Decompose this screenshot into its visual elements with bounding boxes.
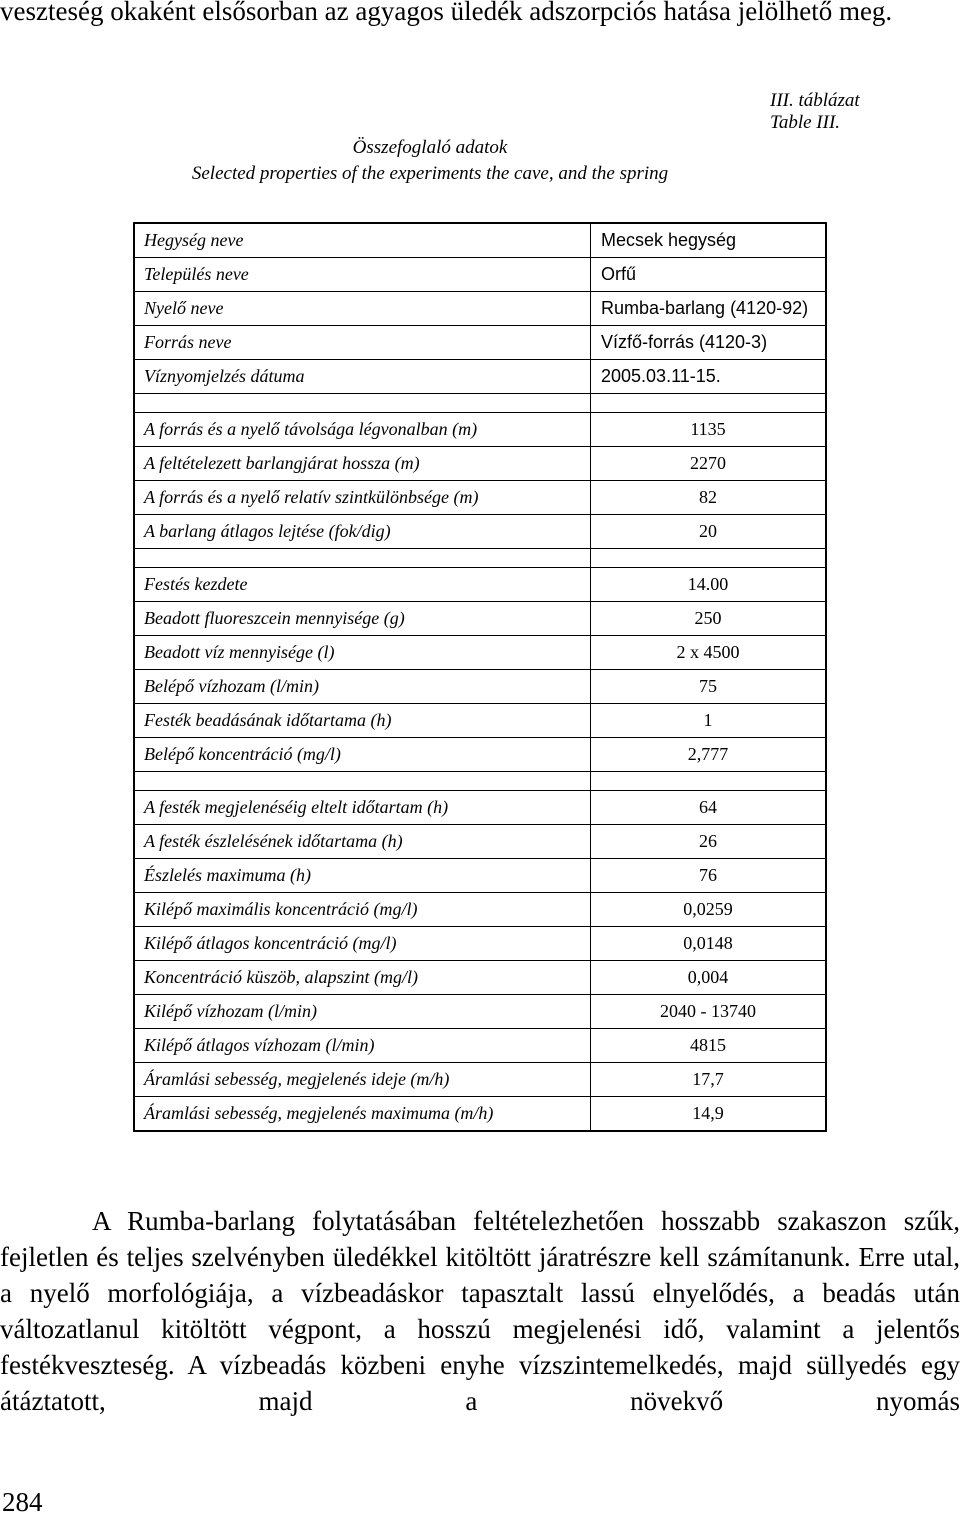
row-value: 26: [591, 825, 827, 859]
row-value: 1: [591, 704, 827, 738]
table-spacer-row: [134, 394, 826, 413]
row-value: 2040 - 13740: [591, 995, 827, 1029]
table-row: [134, 961, 826, 995]
table-row: [134, 413, 826, 447]
row-value: 0,004: [591, 961, 827, 995]
body-text: A Rumba-barlang folytatásában feltételezhetően hosszabb szakaszon szűk, fejletlen és teljes szelvényben üledékkel kitöltött járatrészre kell számítanunk. Erre utal, a nyelő morfológiája, a vízbeadáskor tapasztalt lassú elnyelődés, a beadás után változatlanul kitöltött végpont, a hosszú megjelenési idő, valamint a jelentős festékveszteség. A vízbeadás közbeni enyhe vízszintemelkedés, majd süllyedés egy átáztatott, majd a növekvő nyomás: [0, 1206, 960, 1416]
row-label: A forrás és a nyelő relatív szintkülönbsége (m): [134, 481, 591, 515]
row-label: Áramlási sebesség, megjelenés ideje (m/h): [134, 1063, 591, 1097]
row-label: A forrás és a nyelő távolsága légvonalban (m): [134, 413, 591, 447]
table-spacer-row: [134, 772, 826, 791]
row-value: 0,0148: [591, 927, 827, 961]
page-number: 284: [2, 1487, 43, 1517]
table-row: [134, 927, 826, 961]
table-row: [134, 1097, 826, 1132]
row-label: Víznyomjelzés dátuma: [134, 360, 591, 394]
row-value: 4815: [591, 1029, 827, 1063]
row-label: A feltételezett barlangjárat hossza (m): [134, 447, 591, 481]
row-label: Belépő koncentráció (mg/l): [134, 738, 591, 772]
table-label-hu: III. táblázat: [770, 90, 860, 111]
row-label: Nyelő neve: [134, 292, 591, 326]
row-label: Kilépő átlagos koncentráció (mg/l): [134, 927, 591, 961]
row-label: Festék beadásának időtartama (h): [134, 704, 591, 738]
table-row: [134, 995, 826, 1029]
row-value: 250: [591, 602, 827, 636]
row-value: 64: [591, 791, 827, 825]
table-row: [134, 515, 826, 549]
table-row: [134, 636, 826, 670]
table-label: [770, 90, 930, 134]
row-value: 0,0259: [591, 893, 827, 927]
table-row: [134, 859, 826, 893]
row-value: 75: [591, 670, 827, 704]
properties-table: [133, 222, 827, 1132]
row-label: Beadott víz mennyisége (l): [134, 636, 591, 670]
row-label: Kilépő vízhozam (l/min): [134, 995, 591, 1029]
row-label: Belépő vízhozam (l/min): [134, 670, 591, 704]
table-row: [134, 360, 826, 394]
table-row: [134, 447, 826, 481]
row-label: Kilépő átlagos vízhozam (l/min): [134, 1029, 591, 1063]
row-label: A barlang átlagos lejtése (fok/dig): [134, 515, 591, 549]
caption-hu: Összefoglaló adatok: [352, 137, 508, 158]
row-value: Orfű: [591, 258, 827, 292]
intro-paragraph: veszteség okaként elsősorban az agyagos üledék adszorpciós hatása jelölhető meg.: [0, 0, 893, 26]
caption-en: Selected properties of the experiments the cave, and the spring: [191, 163, 669, 184]
row-value: 76: [591, 859, 827, 893]
table-row: [134, 825, 826, 859]
row-value: Rumba-barlang (4120-92): [591, 292, 827, 326]
body-paragraph: [0, 1203, 960, 1419]
row-value: 17,7: [591, 1063, 827, 1097]
row-value: Mecsek hegység: [591, 223, 827, 258]
row-label: Észlelés maximuma (h): [134, 859, 591, 893]
table-caption: [130, 135, 730, 187]
row-value: 20: [591, 515, 827, 549]
row-value: Vízfő-forrás (4120-3): [591, 326, 827, 360]
row-value: 2 x 4500: [591, 636, 827, 670]
table-row: [134, 292, 826, 326]
table-row: [134, 704, 826, 738]
row-label: Festés kezdete: [134, 568, 591, 602]
row-value: 14,9: [591, 1097, 827, 1132]
row-value: 2005.03.11-15.: [591, 360, 827, 394]
row-value: 14.00: [591, 568, 827, 602]
table-row: [134, 791, 826, 825]
table-row: [134, 893, 826, 927]
table-row: [134, 326, 826, 360]
row-label: Település neve: [134, 258, 591, 292]
row-label: Áramlási sebesség, megjelenés maximuma (m/h): [134, 1097, 591, 1132]
table-row: [134, 738, 826, 772]
table-row: [134, 670, 826, 704]
row-value: 82: [591, 481, 827, 515]
row-label: Beadott fluoreszcein mennyisége (g): [134, 602, 591, 636]
row-label: Kilépő maximális koncentráció (mg/l): [134, 893, 591, 927]
table-row: [134, 223, 826, 258]
row-label: A festék megjelenéséig eltelt időtartam (h): [134, 791, 591, 825]
table-row: [134, 602, 826, 636]
table-row: [134, 481, 826, 515]
row-value: 2,777: [591, 738, 827, 772]
row-value: 2270: [591, 447, 827, 481]
table-row: [134, 258, 826, 292]
table-row: [134, 1063, 826, 1097]
row-value: 1135: [591, 413, 827, 447]
table-row: [134, 568, 826, 602]
row-label: Koncentráció küszöb, alapszint (mg/l): [134, 961, 591, 995]
row-label: Hegység neve: [134, 223, 591, 258]
table-row: [134, 1029, 826, 1063]
row-label: A festék észlelésének időtartama (h): [134, 825, 591, 859]
table-spacer-row: [134, 549, 826, 568]
table-label-en: Table III.: [770, 112, 841, 133]
row-label: Forrás neve: [134, 326, 591, 360]
